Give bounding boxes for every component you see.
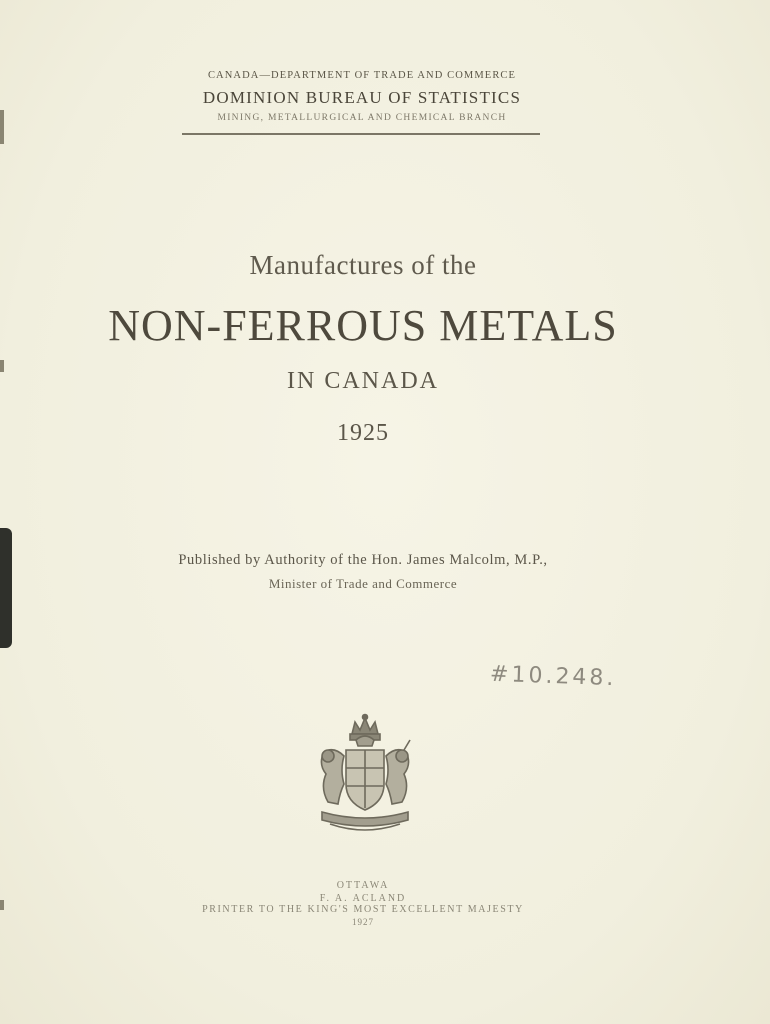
report-title: NON-FERROUS METALS xyxy=(108,301,618,350)
report-country: IN CANADA xyxy=(287,368,439,394)
department-line: CANADA—DEPARTMENT OF TRADE AND COMMERCE xyxy=(207,70,517,81)
report-year: 1925 xyxy=(337,420,389,446)
header-rule xyxy=(182,133,540,135)
imprint-year: 1927 xyxy=(352,917,374,927)
imprint-city: OTTAWA xyxy=(336,880,390,891)
handwritten-catalog-number: #10.248. xyxy=(489,661,617,692)
coat-of-arms-icon xyxy=(310,712,420,840)
imprint-printer: F. A. ACLAND xyxy=(319,893,407,904)
imprint-printed-to: PRINTER TO THE KING'S MOST EXCELLENT MAJESTY xyxy=(202,904,524,915)
edge-mark xyxy=(0,110,4,144)
minister-line: Minister of Trade and Commerce xyxy=(268,576,458,591)
bureau-name: DOMINION BUREAU OF STATISTICS xyxy=(202,88,522,107)
published-by-line: Published by Authority of the Hon. James Malcolm, M.P., xyxy=(178,552,548,568)
branch-line: MINING, METALLURGICAL AND CHEMICAL BRANCH xyxy=(217,113,507,123)
report-subtitle: Manufactures of the xyxy=(249,250,477,280)
